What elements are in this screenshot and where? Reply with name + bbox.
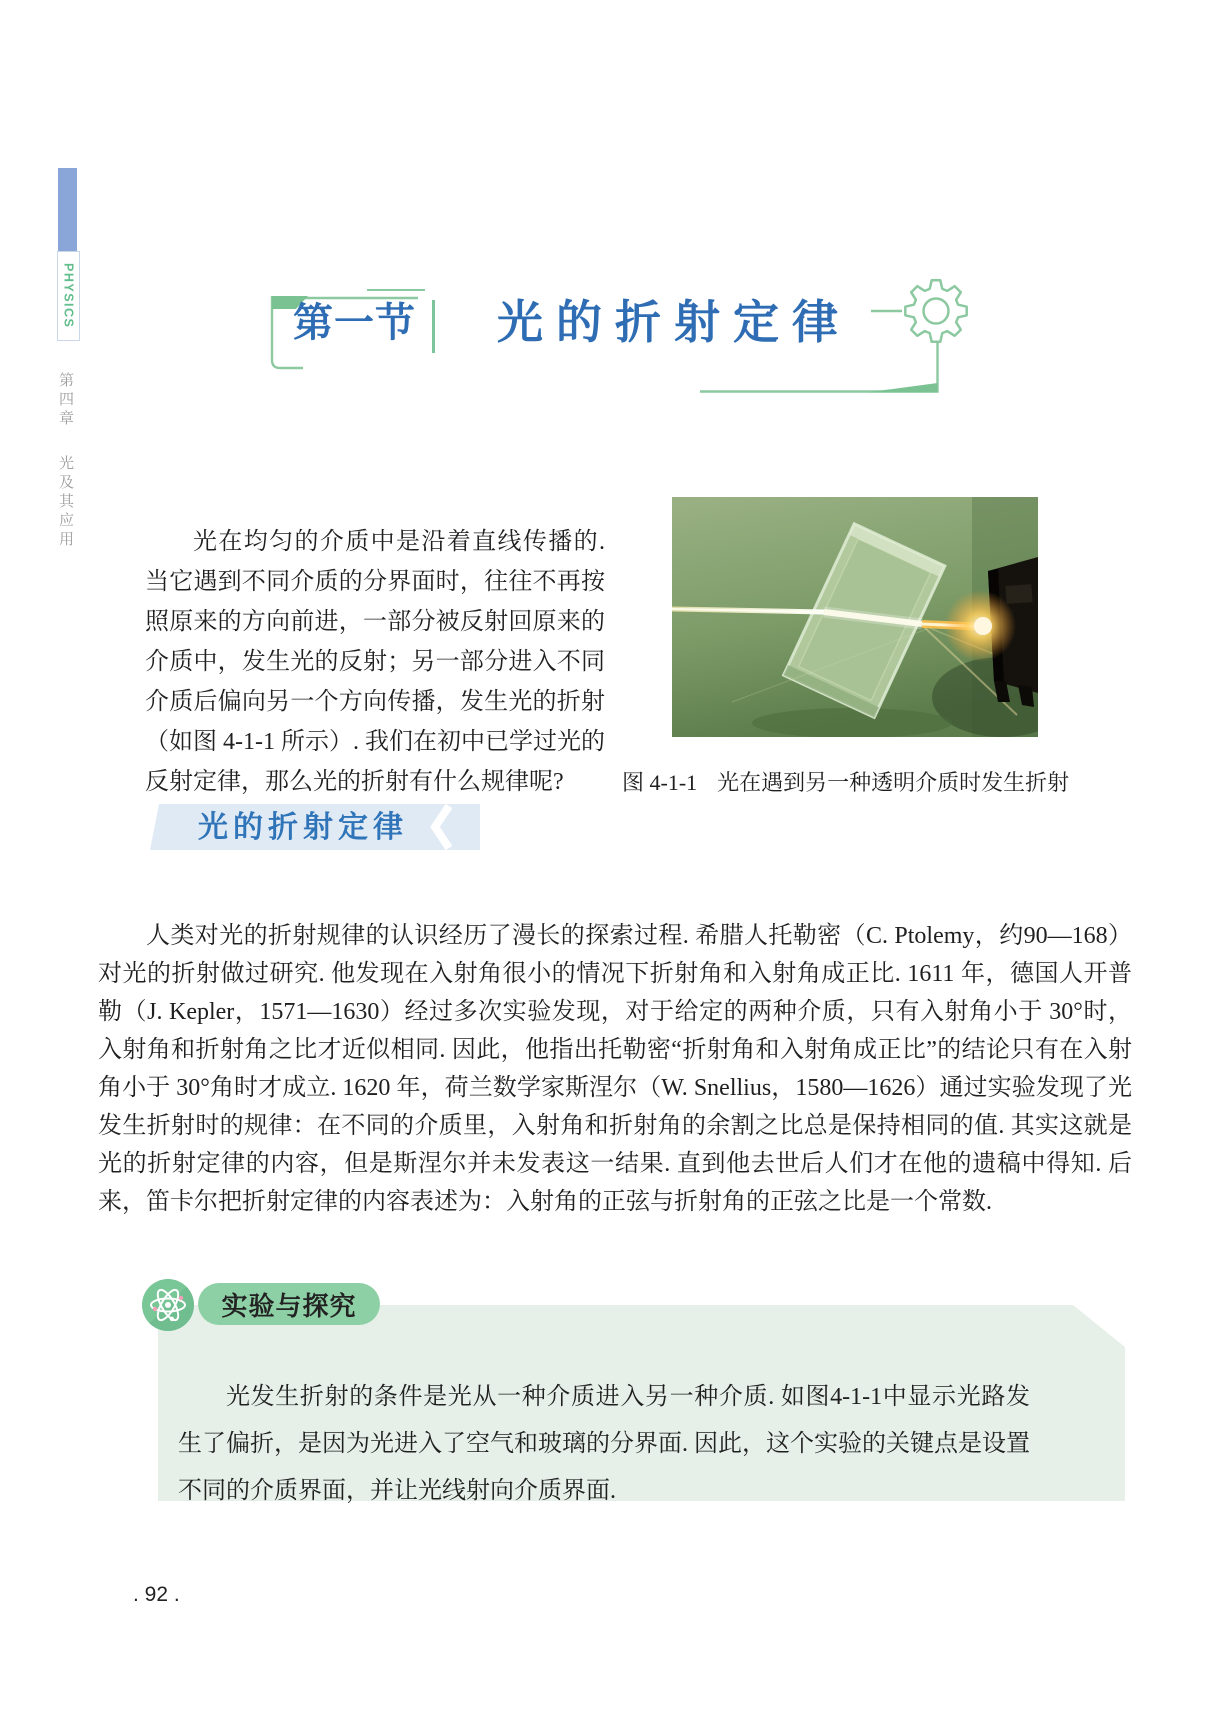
chapter-sidebar	[54, 372, 76, 550]
brand-physics-label: PHYSICS	[61, 263, 76, 329]
section-number: 第一节	[293, 301, 416, 345]
gear-icon	[905, 280, 966, 341]
history-paragraph: 人类对光的折射规律的认识经历了漫长的探索过程. 希腊人托勒密（C. Ptolemy，约90—168）对光的折射做过研究. 他发现在入射角很小的情况下折射角和入射角成正比. 1611 年，德国人开普勒（J. Kepler，1571—1630）经过多次实验发现，对于给定的两种介质，只有入射角小于 30°时，入射角和折射角之比才近似相同. 因此，他指出托勒密“折射角和入射角成正比”的结论只有在入射角小于 30°角时才成立. 1620 年，荷兰数学家斯涅尔（W. Snellius，1580—1626）通过实验发现了光发生折射时的规律：在不同的介质里，入射角和折射角的余割之比总是保持相同的值. 其实这就是光的折射定律的内容，但是斯涅尔并未发表这一结果. 直到他去世后人们才在他的遗稿中得知. 后来，笛卡尔把折射定律的内容表述为：入射角的正弦与折射角的正弦之比是一个常数.	[98, 923, 1132, 1215]
ribbon-chevron-icon	[430, 804, 452, 850]
chapter-number: 第四章	[57, 372, 73, 429]
intro-paragraph: 光在均匀的介质中是沿着直线传播的. 当它遇到不同介质的分界面时，往往不再按照原来的方向前进，一部分被反射回原来的介质中，发生光的反射；另一部分进入不同介质后偏向另一个方向传播，发生光的折射（如图 4-1-1 所示）. 我们在初中已学过光的反射定律，那么光的折射有什么规律呢?	[145, 529, 605, 795]
experiment-body: 光发生折射的条件是光从一种介质进入另一种介质. 如图4-1-1中显示光路发生了偏折，是因为光进入了空气和玻璃的分界面. 因此，这个实验的关键点是设置不同的介质界面，并让光线射向介质界面.	[178, 1384, 1030, 1504]
figure-caption-text: 光在遇到另一种透明介质时发生折射	[717, 770, 1070, 795]
brand-physics-box	[57, 251, 80, 341]
ornament-wedge-right	[866, 383, 938, 393]
title-divider	[432, 300, 435, 353]
atom-icon	[141, 1278, 195, 1332]
section-heading: 光的折射定律	[198, 811, 408, 844]
experiment-title: 实验与探究	[221, 1290, 357, 1321]
figure-caption	[622, 766, 1069, 797]
experiment-title-pill	[198, 1283, 380, 1325]
figure-label: 图 4-1-1	[622, 770, 698, 795]
page-title: 光的折射定律	[497, 296, 851, 348]
section-banner	[148, 804, 480, 850]
page-number: . 92 .	[133, 1583, 180, 1606]
sidebar-accent-bar	[58, 168, 77, 251]
refraction-photo	[672, 497, 1038, 737]
chapter-title: 光及其应用	[57, 455, 73, 550]
